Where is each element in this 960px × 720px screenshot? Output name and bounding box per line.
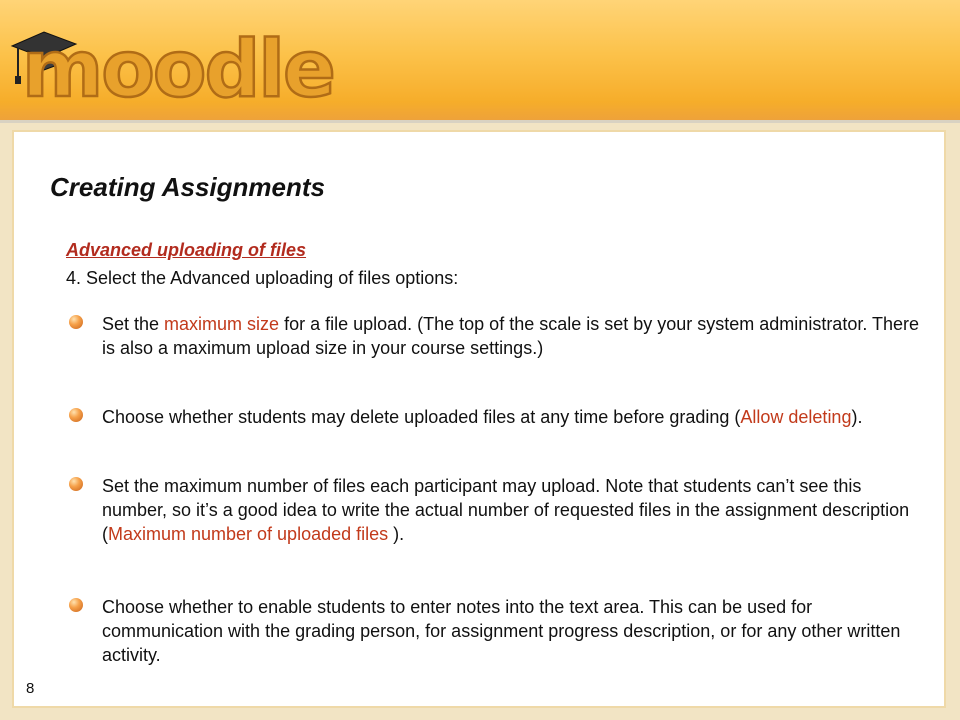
list-item	[102, 595, 922, 667]
bullet-icon	[69, 315, 83, 329]
list-item	[102, 405, 922, 429]
intro-text: 4. Select the Advanced uploading of files options:	[66, 268, 459, 288]
list-item-text: ).	[851, 407, 863, 427]
bullet-icon	[69, 477, 83, 491]
list-item-text: Set the	[102, 314, 165, 334]
list-item	[102, 474, 922, 546]
list-item-text: Choose whether students may delete uploaded files at any time before grading (	[102, 407, 741, 427]
list-item	[102, 312, 922, 360]
logo-text: moodle	[22, 25, 334, 114]
list-item-text: for a file upload. (The top of the scale is set by your system administrator. There is also a maximum upload size in your course settings.)	[102, 314, 920, 358]
bullet-icon	[69, 598, 83, 612]
list-item-text: ).	[393, 524, 405, 544]
header-banner	[0, 0, 960, 123]
bullet-icon	[69, 408, 83, 422]
list-item-text: Choose whether to enable students to enter notes into the text area. This can be used for communication with the grading person, for assignment progress description, or for any other written activity.	[102, 597, 901, 665]
moodle-logo	[4, 4, 334, 114]
highlight-text: maximum size	[164, 314, 280, 334]
section-subheading: Advanced uploading of files	[66, 240, 307, 260]
highlight-text: Allow deleting	[740, 407, 852, 427]
highlight-text: Maximum number of uploaded files	[108, 524, 394, 544]
page-title: Creating Assignments	[50, 172, 325, 202]
page-number: 8	[26, 680, 35, 697]
list-item-text: Set the maximum number of files each participant may upload. Note that students can’t see this number, so it’s a good idea to write the actual number of requested files in the assignment description (	[102, 476, 910, 544]
